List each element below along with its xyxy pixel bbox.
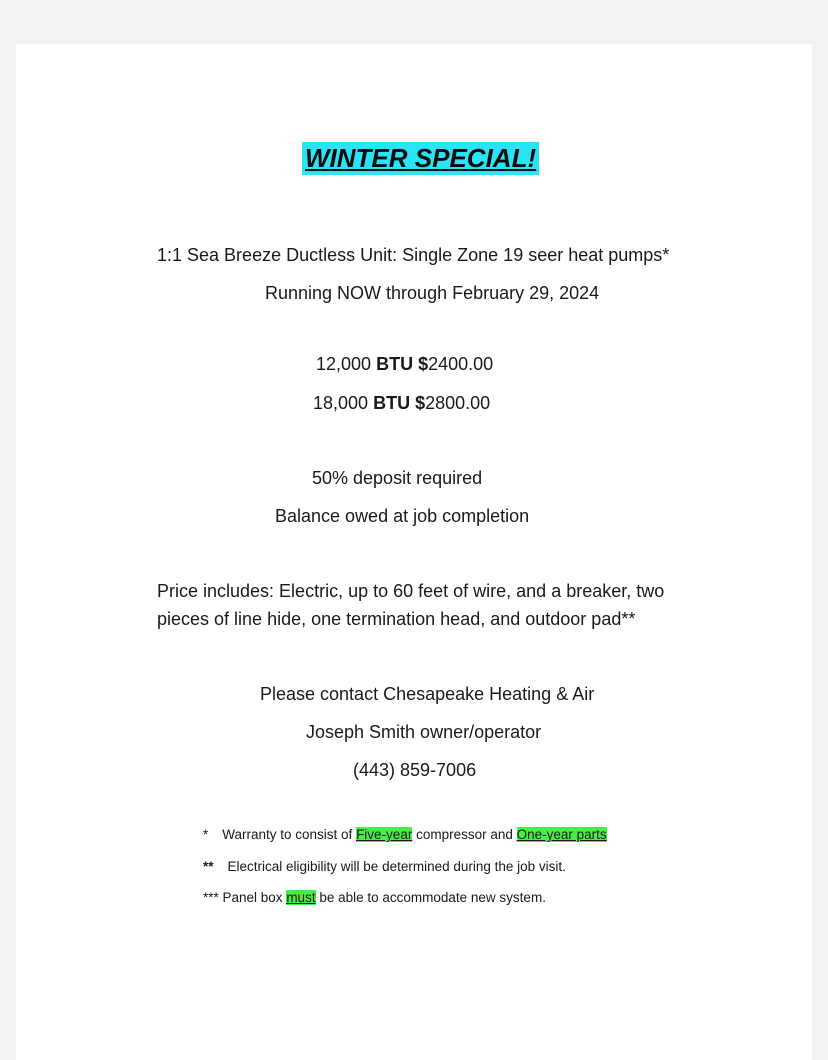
footnote-marker: ** <box>203 859 214 874</box>
footnote-marker: *** <box>203 890 219 905</box>
flyer-title: WINTER SPECIAL! <box>302 142 539 175</box>
footnote-electrical <box>203 860 566 875</box>
price-amount: 2800.00 <box>425 393 491 413</box>
footnote-marker: * <box>203 827 209 842</box>
footnote-panel-box <box>203 891 546 906</box>
highlight-must: must <box>286 890 316 905</box>
contact-phone: (443) 859-7006 <box>353 760 477 780</box>
footnote-text: Electrical eligibility will be determined during the job visit. <box>227 859 566 874</box>
contact-company: Please contact Chesapeake Heating & Air <box>260 684 595 704</box>
price-capacity: 12,000 <box>316 354 372 374</box>
price-unit: BTU <box>373 393 411 413</box>
footnote-text: compressor and <box>412 827 517 842</box>
price-row-18000 <box>313 394 490 414</box>
unit-description: 1:1 Sea Breeze Ductless Unit: Single Zone 19 seer heat pumps* <box>157 245 670 265</box>
highlight-five-year: Five-year <box>356 827 413 842</box>
highlight-one-year-parts: One-year parts <box>516 827 607 842</box>
price-currency: $ <box>418 354 429 374</box>
price-amount: 2400.00 <box>428 354 494 374</box>
price-capacity: 18,000 <box>313 393 369 413</box>
promotion-dates: Running NOW through February 29, 2024 <box>265 283 600 303</box>
footnote-text: Warranty to consist of <box>222 827 357 842</box>
flyer-page <box>16 44 812 1060</box>
balance-terms: Balance owed at job completion <box>275 506 530 526</box>
footnote-text: be able to accommodate new system. <box>315 890 546 905</box>
footnote-warranty <box>203 828 607 843</box>
contact-owner: Joseph Smith owner/operator <box>306 722 542 742</box>
price-currency: $ <box>415 393 426 413</box>
includes-line-2: pieces of line hide, one termination head, and outdoor pad** <box>157 609 636 629</box>
deposit-terms: 50% deposit required <box>312 468 483 488</box>
includes-line-1: Price includes: Electric, up to 60 feet of wire, and a breaker, two <box>157 581 665 601</box>
footnote-text: Panel box <box>218 890 287 905</box>
price-unit: BTU <box>376 354 414 374</box>
price-row-12000 <box>316 355 493 375</box>
